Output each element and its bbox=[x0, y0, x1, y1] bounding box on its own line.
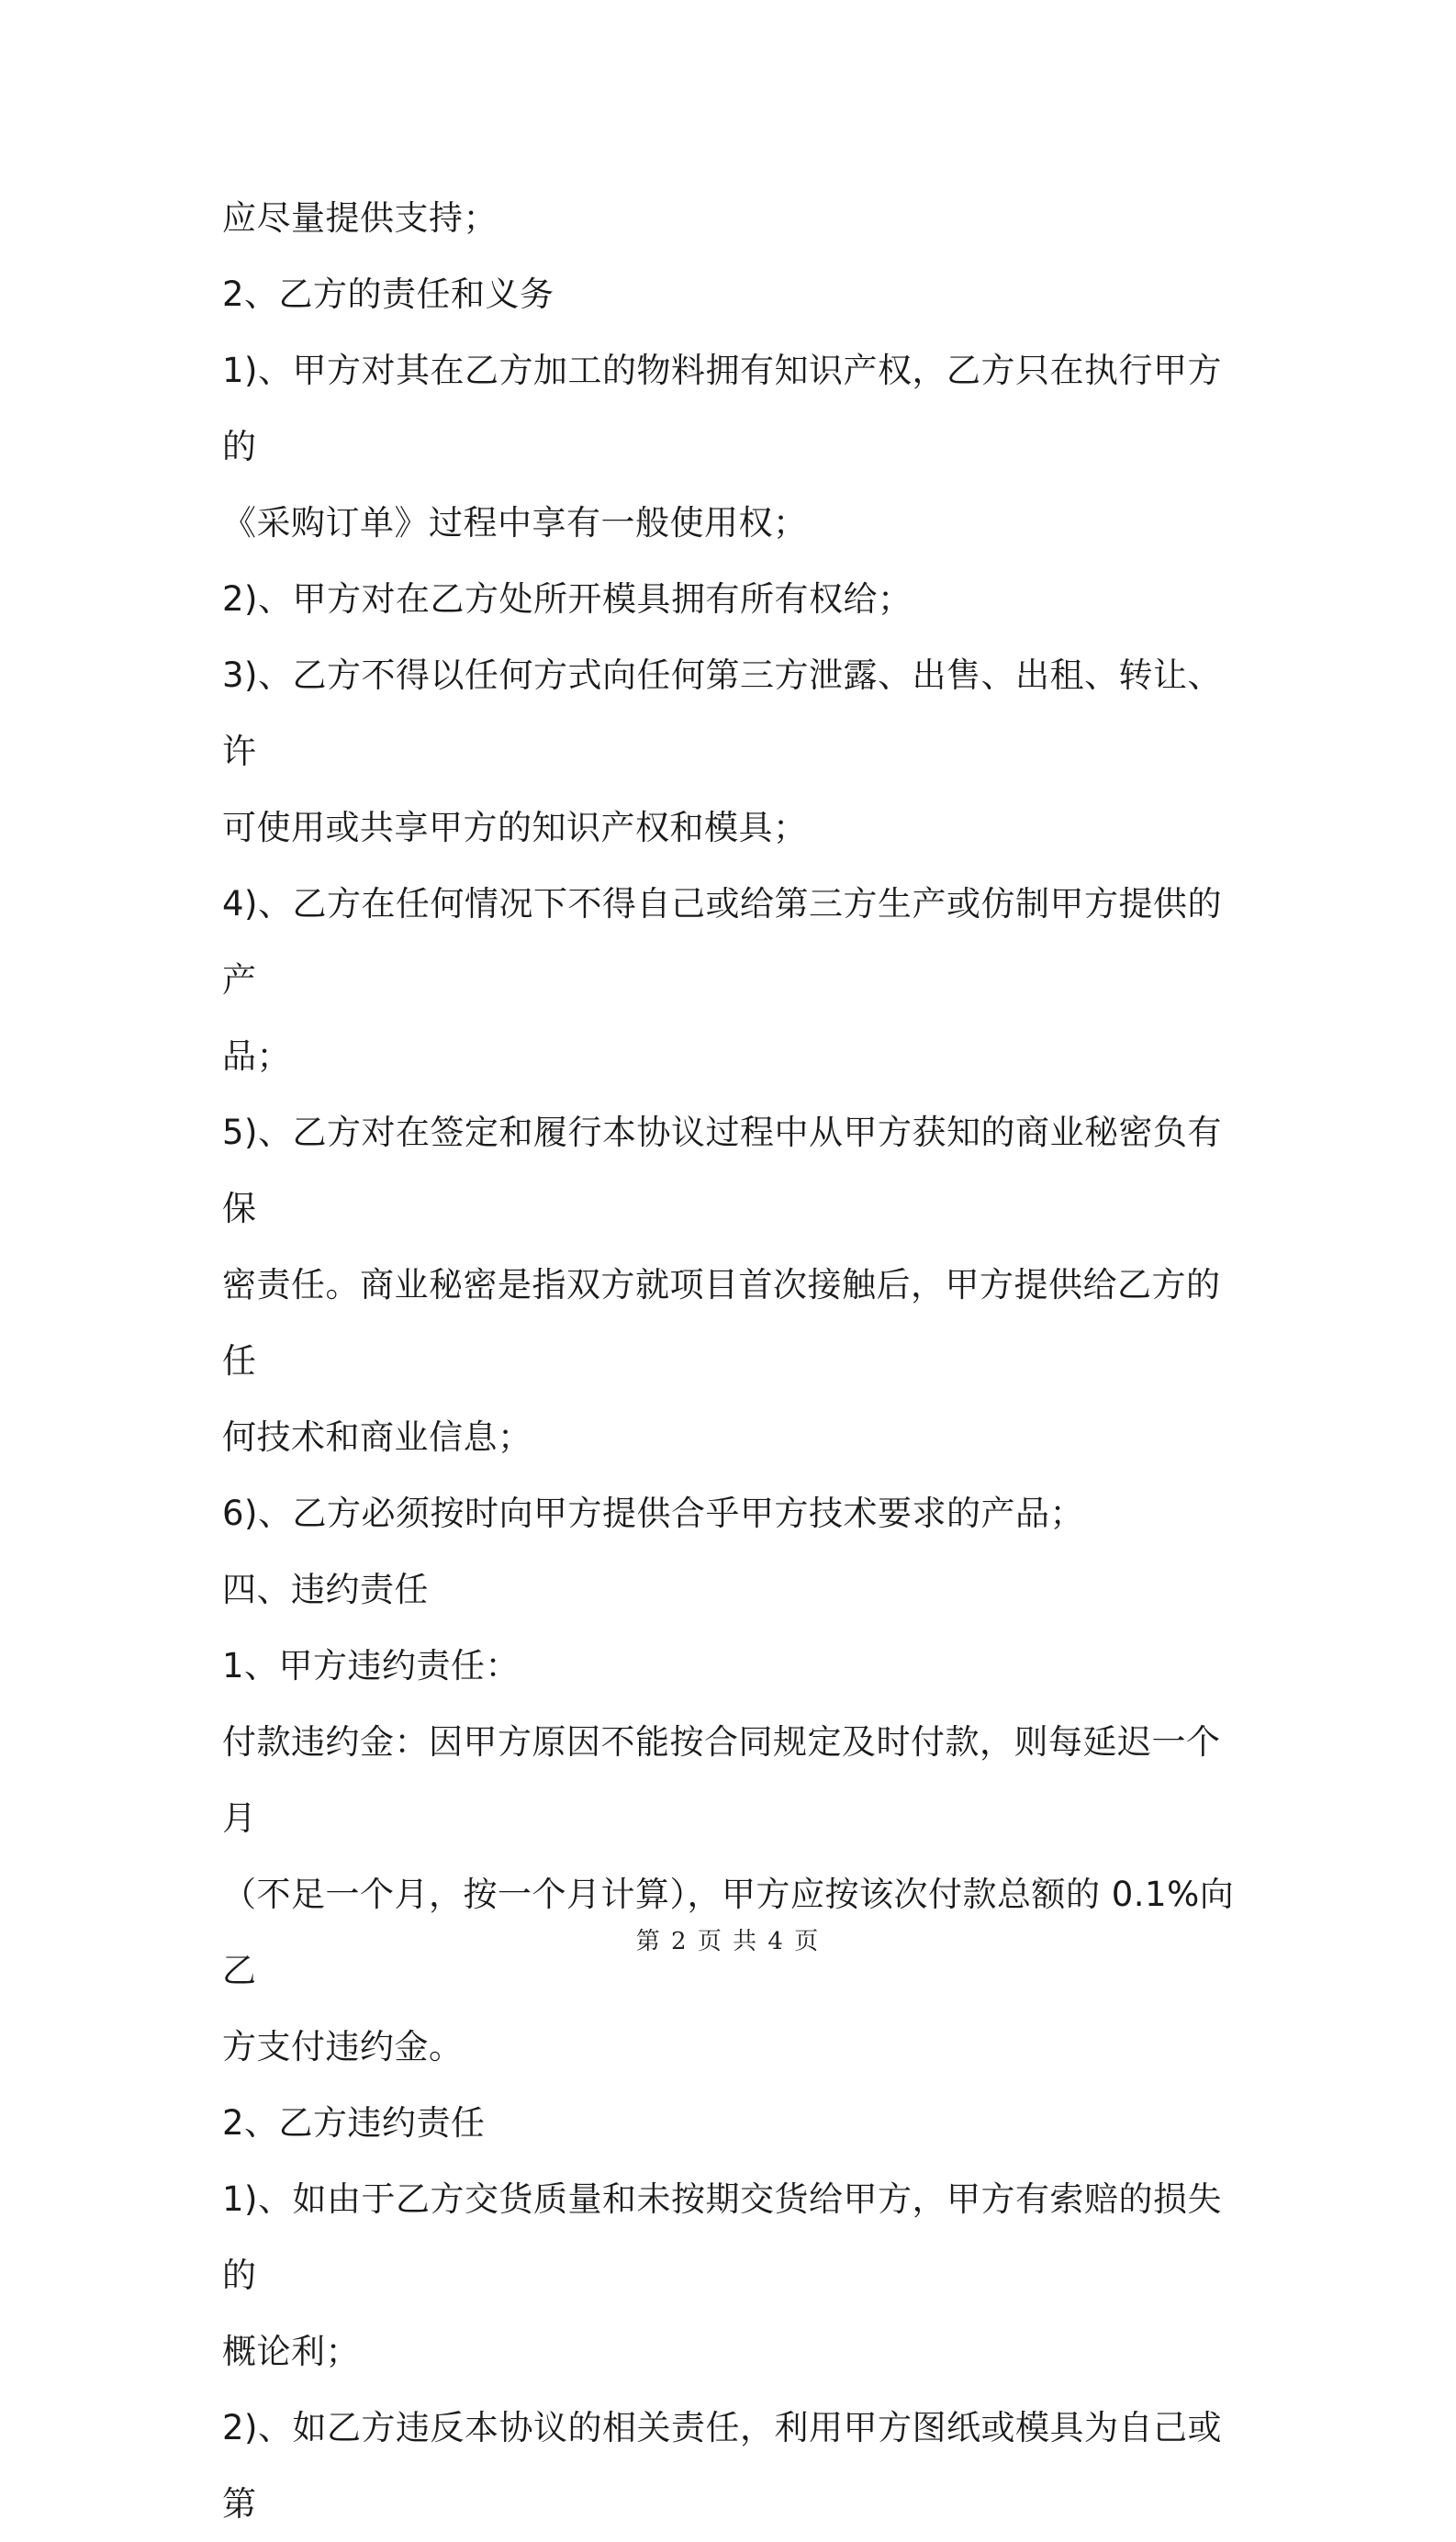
section-heading: 四、违约责任 bbox=[222, 1570, 429, 1609]
text-line: 付款违约金：因甲方原因不能按合同规定及时付款，则每延迟一个月 bbox=[222, 1722, 1221, 1838]
text-line: 2)、甲方对在乙方处所开模具拥有所有权给； bbox=[222, 579, 913, 619]
text-line: 何技术和商业信息； bbox=[222, 1417, 532, 1457]
text-line: 密责任。商业秘密是指双方就项目首次接触后，甲方提供给乙方的任 bbox=[222, 1265, 1221, 1381]
text-line: 2、乙方的责任和义务 bbox=[222, 274, 554, 314]
text-line: 5)、乙方对在签定和履行本协议过程中从甲方获知的商业秘密负有保 bbox=[222, 1113, 1222, 1228]
document-body bbox=[222, 180, 1250, 2542]
text-line: 2、乙方违约责任 bbox=[222, 2103, 486, 2143]
text-line: 3)、乙方不得以任何方式向任何第三方泄露、出售、出租、转让、许 bbox=[222, 655, 1222, 771]
text-line: 4)、乙方在任何情况下不得自己或给第三方生产或仿制甲方提供的产 bbox=[222, 884, 1222, 1000]
text-line: 1、甲方违约责任： bbox=[222, 1646, 521, 1685]
text-line: 2)、如乙方违反本协议的相关责任，利用甲方图纸或模具为自己或第 bbox=[222, 2408, 1222, 2524]
text-line: （不足一个月，按一个月计算），甲方应按该次付款总额的 0.1%向乙 bbox=[222, 1875, 1235, 1990]
text-line: 概论利； bbox=[222, 2332, 360, 2371]
page-footer: 第 2 页 共 4 页 bbox=[635, 1928, 821, 1955]
text-line: 可使用或共享甲方的知识产权和模具； bbox=[222, 808, 808, 847]
text-line: 《采购订单》过程中享有一般使用权； bbox=[222, 503, 808, 543]
text-line: 1)、甲方对其在乙方加工的物料拥有知识产权，乙方只在执行甲方的 bbox=[222, 351, 1222, 466]
text-line: 6)、乙方必须按时向甲方提供合乎甲方技术要求的产品； bbox=[222, 1494, 1084, 1533]
text-line: 应尽量提供支持； bbox=[222, 198, 498, 238]
text-line: 品； bbox=[222, 1036, 291, 1076]
text-line: 1)、如由于乙方交货质量和未按期交货给甲方，甲方有索赔的损失的 bbox=[222, 2179, 1222, 2295]
text-line: 方支付违约金。 bbox=[222, 2027, 464, 2066]
